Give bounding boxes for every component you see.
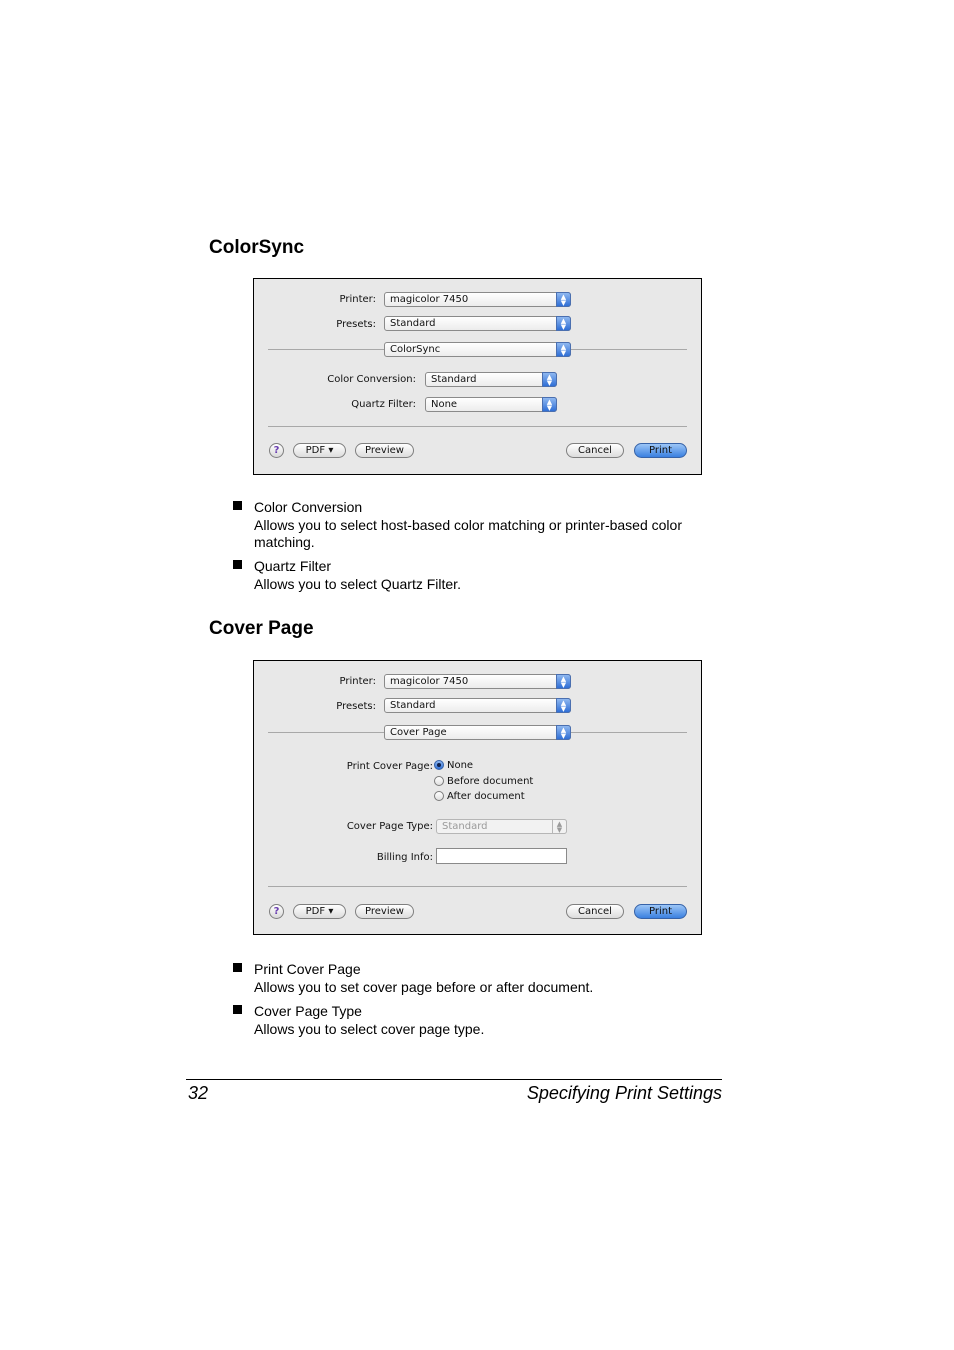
colorsync-dialog-screenshot [253,278,702,475]
color-conversion-popup[interactable] [425,372,557,387]
preview-button[interactable]: Preview [355,904,414,919]
billing-info-field[interactable] [436,848,567,864]
print-button[interactable]: Print [634,443,687,458]
pdf-button[interactable]: PDF ▾ [293,443,346,458]
color-conversion-value: Standard [431,374,477,385]
separator-left [268,349,385,350]
list-item [233,557,713,593]
presets-popup[interactable] [384,698,571,713]
bullet-square [233,1005,242,1014]
up-down-arrows-icon: ▲ ▼ [556,698,571,713]
radio-none[interactable] [434,760,473,772]
separator-right [571,732,687,733]
up-down-arrows-icon: ▲ ▼ [556,342,571,357]
radio-before-document[interactable] [434,776,533,788]
chapter-title: Specifying Print Settings [526,1083,722,1103]
bullet-square [233,560,242,569]
section-title-colorsync: ColorSync [209,237,305,258]
question-mark-icon[interactable]: ? [269,443,284,458]
section-title-cover-page: Cover Page [209,618,314,639]
printer-popup[interactable] [384,292,571,307]
bullet-title: Print Cover Page [254,961,361,977]
bullet-title: Color Conversion [254,499,363,515]
presets-value: Standard [390,318,436,329]
radio-label: After document [447,791,525,802]
bottom-separator [268,426,687,427]
up-down-arrows-icon: ▲ ▼ [556,674,571,689]
bullet-description: Allows you to set cover page before or after document. [254,979,594,995]
bullet-title: Cover Page Type [254,1003,362,1019]
radio-selected-icon [434,760,444,770]
up-down-arrows-icon: ▲ ▼ [542,372,557,387]
list-item [233,1002,713,1038]
cover-page-type-value: Standard [442,821,488,832]
bullet-description: Allows you to select cover page type. [254,1021,485,1037]
bottom-separator [268,886,687,887]
up-down-arrows-icon: ▲ ▼ [556,292,571,307]
quartz-filter-popup[interactable] [425,397,557,412]
radio-unselected-icon [434,776,444,786]
print-cover-page-label: Print Cover Page: [346,761,433,772]
color-conversion-label: Color Conversion: [327,374,416,385]
separator-left [268,732,385,733]
bullet-title: Quartz Filter [254,558,332,574]
up-down-arrows-icon: ▲ ▼ [556,316,571,331]
pane-value: ColorSync [390,344,441,355]
presets-label: Presets: [336,319,376,330]
quartz-filter-value: None [431,399,458,410]
printer-label: Printer: [339,676,376,687]
up-down-arrows-icon: ▲ ▼ [556,725,571,740]
preview-button[interactable]: Preview [355,443,414,458]
radio-after-document[interactable] [434,791,525,803]
bullet-description: Allows you to select Quartz Filter. [254,576,461,592]
radio-label: Before document [447,776,534,787]
bullet-description: Allows you to select host-based color matching or printer-based color [254,517,682,533]
pane-popup[interactable] [384,725,571,740]
bullet-square [233,963,242,972]
pane-value: Cover Page [390,727,447,738]
pdf-button[interactable]: PDF ▾ [293,904,346,919]
list-item [233,960,713,996]
cover-page-dialog-screenshot [253,660,702,935]
list-item [233,498,713,552]
up-down-arrows-icon: ▲ ▼ [552,819,567,834]
quartz-filter-label: Quartz Filter: [351,399,416,410]
print-button[interactable]: Print [634,904,687,919]
printer-popup[interactable] [384,674,571,689]
cancel-button[interactable]: Cancel [566,443,624,458]
printer-value: magicolor 7450 [390,676,469,687]
cover-page-type-popup[interactable] [436,819,567,834]
question-mark-icon[interactable]: ? [269,904,284,919]
billing-info-label: Billing Info: [376,852,433,863]
printer-label: Printer: [339,294,376,305]
footer-rule [186,1079,722,1080]
pane-popup[interactable] [384,342,571,357]
up-down-arrows-icon: ▲ ▼ [542,397,557,412]
bullet-square [233,501,242,510]
radio-unselected-icon [434,791,444,801]
bullet-description-continued: matching. [254,534,315,550]
separator-right [571,349,687,350]
printer-value: magicolor 7450 [390,294,469,305]
presets-value: Standard [390,700,436,711]
cancel-button[interactable]: Cancel [566,904,624,919]
presets-popup[interactable] [384,316,571,331]
cover-page-type-label: Cover Page Type: [346,821,433,832]
radio-label: None [447,760,474,771]
presets-label: Presets: [336,701,376,712]
page-number: 32 [188,1083,209,1103]
